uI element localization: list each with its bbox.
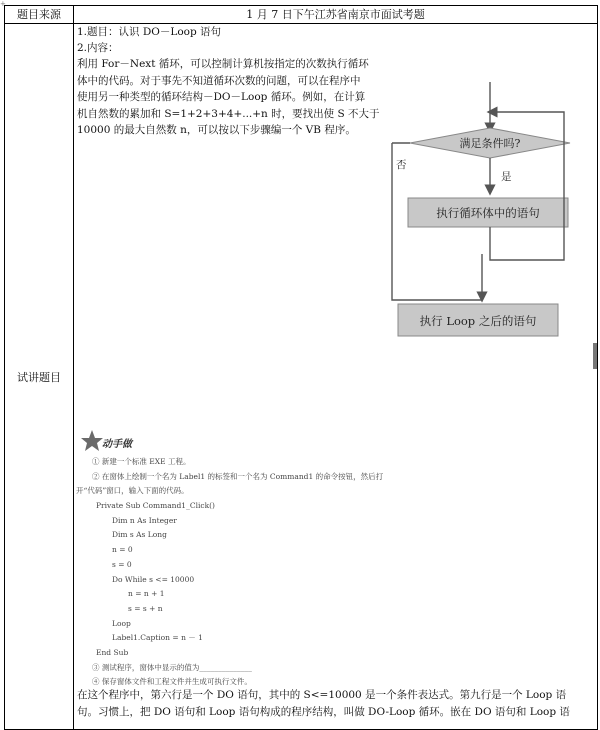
scan-edge-mark bbox=[593, 343, 597, 369]
intro-line: 使用另一种类型的循环结构－DO－Loop 循环。例如，在计算 bbox=[77, 91, 366, 103]
code-line: Loop bbox=[112, 618, 131, 628]
no-path-line bbox=[392, 143, 482, 300]
content-cell bbox=[74, 24, 598, 730]
intro-paragraph bbox=[77, 56, 387, 139]
no-label: 否 bbox=[396, 159, 407, 171]
code-line: Private Sub Command1_Click() bbox=[96, 501, 215, 511]
exercise-steps bbox=[74, 455, 514, 690]
code-line: Do While s <= 10000 bbox=[112, 574, 195, 584]
intro-line: 机自然数的累加和 S=1+2+3+4+...+n 时，要找出使 S 不大于 bbox=[77, 107, 380, 120]
source-value: 1 月 7 日下午江苏省南京市面试考题 bbox=[74, 6, 598, 24]
intro-line: 10000 的最大自然数 n，可以按以下步骤编一个 VB 程序。 bbox=[77, 124, 356, 136]
explanation-paragraph bbox=[77, 687, 587, 721]
code-line: n = 0 bbox=[112, 545, 133, 555]
code-line: Dim n As Integer bbox=[112, 515, 177, 525]
source-label: 题目来源 bbox=[5, 6, 74, 24]
intro-line: 体中的代码。对于事先不知道循环次数的问题，可以在程序中 bbox=[77, 74, 361, 87]
step-line: ① 新建一个标准 EXE 工程。 bbox=[92, 457, 191, 466]
code-line: Dim s As Long bbox=[112, 530, 167, 540]
code-line: Label1.Caption = n － 1 bbox=[112, 633, 203, 643]
intro-line: 利用 For－Next 循环，可以控制计算机按指定的次数执行循环 bbox=[77, 58, 369, 70]
after-loop-text: 执行 Loop 之后的语句 bbox=[419, 314, 537, 328]
code-line: s = s + n bbox=[128, 603, 163, 613]
step-line: 开“代码”窗口，输入下面的代码。 bbox=[76, 486, 189, 496]
explanation-line: 句。习惯上，把 DO 语句和 Loop 语句构成的程序结构，叫做 DO-Loop 循环。嵌在 DO 语句和 Loop 语 bbox=[77, 706, 570, 718]
corner-mark: + bbox=[0, 0, 6, 8]
loop-body-text: 执行循环体中的语句 bbox=[436, 206, 540, 220]
step-line: ③ 测试程序，窗体中显示的值为______________ bbox=[92, 662, 252, 672]
exercise-title: 动手做 bbox=[102, 439, 132, 450]
code-line: n = n + 1 bbox=[128, 589, 165, 599]
topic-line: 1.题目：认识 DO－Loop 语句 bbox=[77, 26, 222, 38]
step-line: ④ 保存窗体文件和工程文件并生成可执行文件。 bbox=[92, 677, 252, 687]
code-line: s = 0 bbox=[112, 559, 132, 569]
topic-label: 试讲题目 bbox=[5, 24, 74, 730]
explanation-line: 在这个程序中，第六行是一个 DO 语句，其中的 S<=10000 是一个条件表达式。第九行是一个 Loop 语 bbox=[77, 689, 567, 701]
condition-text: 满足条件吗? bbox=[459, 137, 521, 150]
after-loop-flow bbox=[374, 134, 564, 364]
content-heading: 2.内容： bbox=[77, 42, 119, 54]
yes-label: 是 bbox=[501, 171, 512, 183]
step-line: ② 在窗体上绘制一个名为 Label1 的标签和一个名为 Command1 的命令按钮，然后打 bbox=[92, 471, 384, 481]
exercise-badge bbox=[80, 429, 140, 455]
exam-table bbox=[4, 5, 598, 730]
code-line: End Sub bbox=[96, 647, 129, 657]
star-icon bbox=[80, 429, 104, 453]
